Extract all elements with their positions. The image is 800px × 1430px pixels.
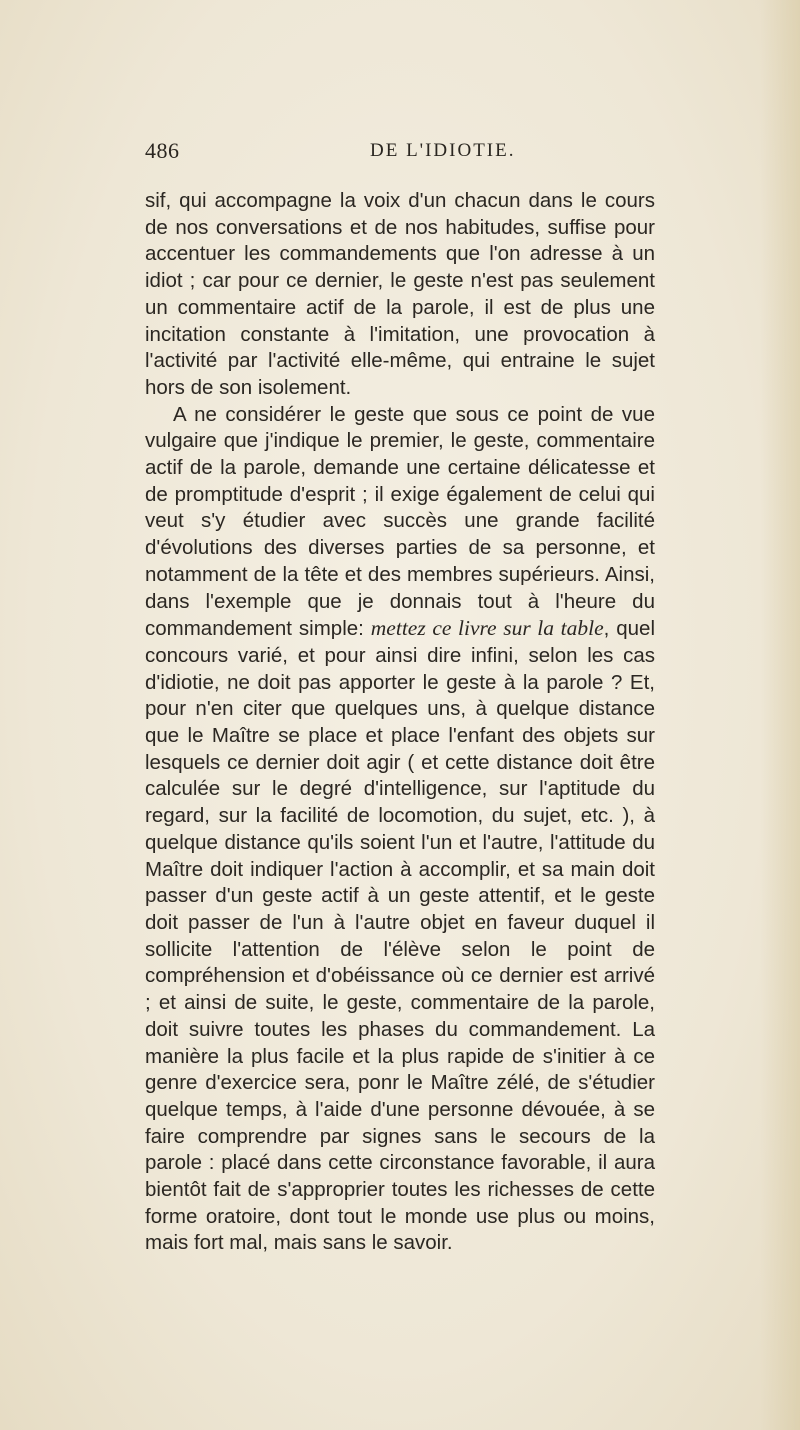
page-edge-shadow [760,0,800,1430]
page-header [145,138,655,168]
running-head: DE L'IDIOTIE. [370,140,516,161]
body-text [145,188,655,1257]
paragraph-2-text-after-italic: , quel concours varié, et pour ainsi dire infini, selon les cas d'idiotie, ne doit pas apporter le geste à la parole ? Et, pour n'en citer que quelques uns, à quelque distance que le Maître se place et place l'enfant des objets sur lesquels ce dernier doit agir ( et cette distance doit être calculée sur le degré d'intelligence, sur l'aptitude du regard, sur la facilité de locomotion, du sujet, etc. ), à quelque distance qu'ils soient l'un et l'autre, l'attitude du Maître doit indiquer l'action à accomplir, et sa main doit passer d'un geste actif à un geste attentif, et le geste doit passer de l'un à l'autre objet en faveur duquel il sollicite l'attention de l'élève selon le point de compréhension et d'obéissance où ce dernier est arrivé ; et ainsi de suite, le geste, commentaire de la parole, doit suivre toutes les phases du commandement. La manière la plus facile et la plus rapide de s'initier à ce genre d'exercice sera, ponr le Maître zélé, de s'étudier quelque temps, à l'aide d'une personne dévouée, à se faire comprendre par signes sans le secours de la parole : placé dans cette circonstance favorable, il aura bientôt fait de s'approprier toutes les richesses de cette forme oratoire, dont tout le monde use plus ou moins, mais fort mal, mais sans le savoir. [145,617,656,1255]
paragraph-1: sif, qui accompagne la voix d'un chacun dans le cours de nos conversations et de nos habitudes, suffise pour accentuer les commandements que l'on adresse à un idiot ; car pour ce dernier, le geste n'est pas seulement un commentaire actif de la parole, il est de plus une incitation constante à l'imitation, une provocation à l'activité par l'activité elle-même, qui entraine le sujet hors de son isolement. [145,189,655,399]
paragraph-2-italic-phrase: mettez ce livre sur la table [370,616,604,641]
page-number: 486 [145,138,180,163]
paragraph-2 [145,402,655,1258]
paragraph-2-text-before-italic: A ne considérer le geste que sous ce point de vue vulgaire que j'indique le premier, le geste, commentaire actif de la parole, demande une certaine délicatesse et de promptitude d'esprit ; il exige également de celui qui veut s'y étudier avec succès une grande facilité d'évolutions des diverses parties de sa personne, et notamment de la tête et des membres supérieurs. Ainsi, dans l'exemple que je donnais tout à l'heure du commandement simple: [145,402,655,641]
